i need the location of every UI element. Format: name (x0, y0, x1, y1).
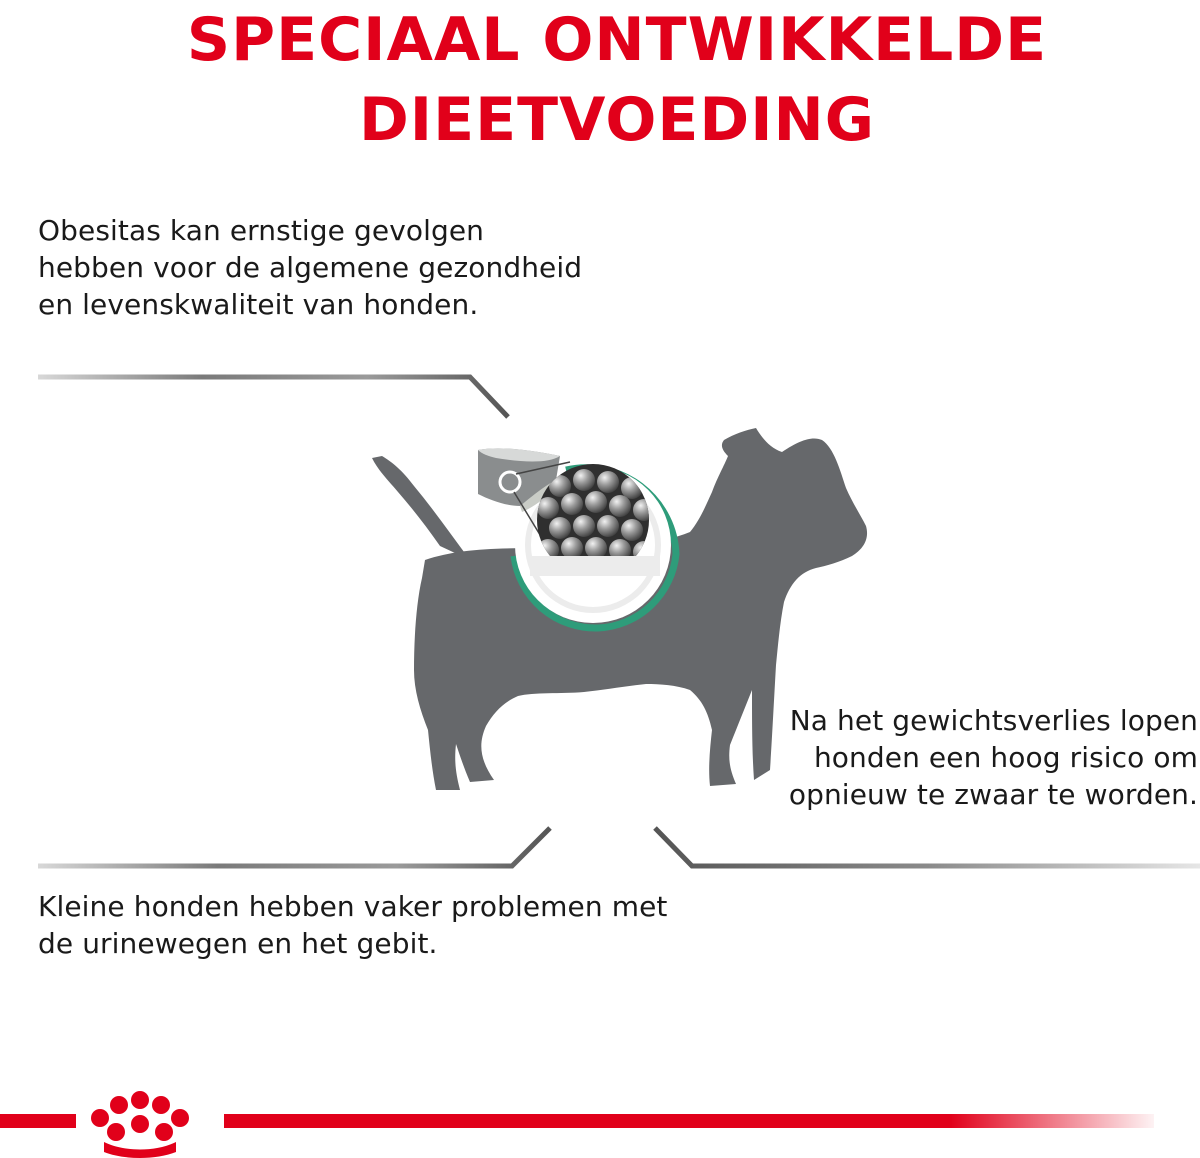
royal-crown-logo (91, 1091, 189, 1158)
callout-obesity: Obesitas kan ernstige gevolgen hebben voor de algemene gezondheid en levenskwaliteit van honden. (38, 214, 583, 321)
callout-urinary-dental: Kleine honden hebben vaker problemen met de urinewegen en het gebit. (38, 890, 668, 960)
title-line-1: SPECIAAL ONTWIKKELDE (186, 5, 1048, 75)
title-line-2: DIEETVOEDING (359, 85, 875, 155)
connector-top-left (38, 377, 508, 417)
connector-right (655, 828, 1200, 866)
connector-bottom-left (38, 828, 550, 866)
callout-weight-regain: Na het gewichtsverlies lopen honden een hoog risico om opnieuw te zwaar te worden. (788, 704, 1198, 811)
